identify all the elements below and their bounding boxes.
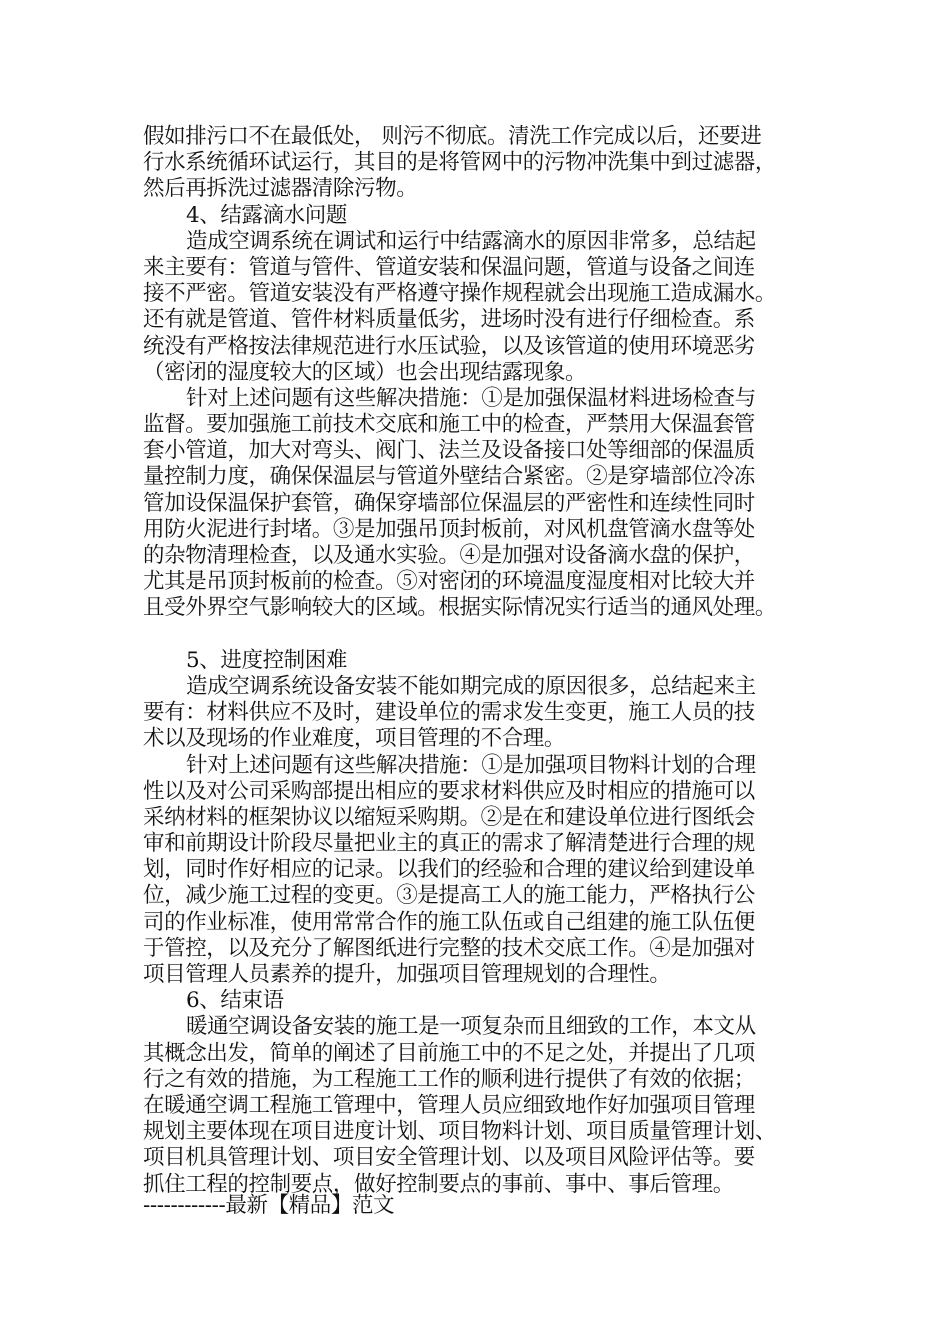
text-line: 规划主要体现在项目进度计划、项目物料计划、项目质量管理计划、 xyxy=(143,1119,777,1145)
text-line: 术以及现场的作业难度，项目管理的不合理。 xyxy=(143,726,566,752)
text-line: 其概念出发，简单的阐述了目前施工中的不足之处，并提出了几项 xyxy=(143,1040,755,1066)
text-line: 套小管道，加大对弯头、阀门、法兰及设备接口处等细部的保温质 xyxy=(143,438,755,464)
text-line: 尤其是吊顶封板前的检查。⑤对密闭的环境温度湿度相对比较大并 xyxy=(143,569,755,595)
text-line: 的杂物清理检查，以及通水实验。④是加强对设备滴水盘的保护， xyxy=(143,543,755,568)
text-line: 行水系统循环试运行，其目的是将管网中的污物冲洗集中到过滤器， xyxy=(143,150,777,176)
text-line: 性以及对公司采购部提出相应的要求材料供应及时相应的措施可以 xyxy=(143,778,755,804)
text-line: 假如排污口不在最低处， 则污不彻底。清洗工作完成以后，还要进 xyxy=(143,124,762,149)
blank-line xyxy=(143,622,808,648)
text-line: 项目管理人员素养的提升，加强项目管理规划的合理性。 xyxy=(143,962,671,987)
text-line: 行之有效的措施，为工程施工工作的顺利进行提供了有效的依据； xyxy=(143,1066,755,1092)
section-heading-6: 6、结束语 xyxy=(186,988,284,1014)
text-line: 位，减少施工过程的变更。③是提高工人的施工能力，严格执行公 xyxy=(143,883,755,909)
text-line: 监督。要加强施工前技术交底和施工中的检查，严禁用大保温套管 xyxy=(143,412,755,438)
text-line: 划，同时作好相应的记录。以我们的经验和合理的建议给到建设单 xyxy=(143,857,755,883)
text-line: 造成空调系统在调试和运行中结露滴水的原因非常多，总结起 xyxy=(186,228,756,254)
text-line: 要有：材料供应不及时，建设单位的需求发生变更，施工人员的技 xyxy=(143,700,755,726)
text-line: 造成空调系统设备安装不能如期完成的原因很多，总结起来主 xyxy=(186,673,756,699)
text-line: 采纳材料的框架协议以缩短采购期。②是在和建设单位进行图纸会 xyxy=(143,804,755,830)
text-line: 统没有严格按法律规范进行水压试验，以及该管道的使用环境恶劣 xyxy=(143,333,755,359)
text-line: 司的作业标准，使用常常合作的施工队伍或自己组建的施工队伍便 xyxy=(143,909,755,935)
text-line: 管加设保温保护套管，确保穿墙部位保温层的严密性和连续性同时 xyxy=(143,490,755,516)
text-line: 量控制力度，确保保温层与管道外壁结合紧密。②是穿墙部位冷冻 xyxy=(143,464,755,490)
document-body xyxy=(143,124,808,1198)
section-heading-4: 4、结露滴水问题 xyxy=(186,202,347,228)
text-line: 于管控，以及充分了解图纸进行完整的技术交底工作。④是加强对 xyxy=(143,935,755,961)
text-line: 项目机具管理计划、项目安全管理计划、以及项目风险评估等。要 xyxy=(143,1145,755,1171)
footer-text: ------------最新【精品】范文 xyxy=(143,1193,395,1218)
text-line: （密闭的湿度较大的区域）也会出现结露现象。 xyxy=(143,359,587,385)
section-heading-5: 5、进度控制困难 xyxy=(186,647,347,673)
text-line: 接不严密。管道安装没有严格遵守操作规程就会出现施工造成漏水。 xyxy=(143,281,777,307)
text-line: 在暖通空调工程施工管理中，管理人员应细致地作好加强项目管理 xyxy=(143,1092,755,1118)
text-line: 来主要有：管道与管件、管道安装和保温问题，管道与设备之间连 xyxy=(143,254,755,280)
text-line: 针对上述问题有这些解决措施：①是加强项目物料计划的合理 xyxy=(186,752,756,778)
text-line: 且受外界空气影响较大的区域。根据实际情况实行适当的通风处理。 xyxy=(143,595,777,621)
text-line: 针对上述问题有这些解决措施：①是加强保温材料进场检查与 xyxy=(186,385,756,411)
text-line: 审和前期设计阶段尽量把业主的真正的需求了解清楚进行合理的规 xyxy=(143,831,755,857)
text-line: 暖通空调设备安装的施工是一项复杂而且细致的工作，本文从 xyxy=(186,1014,756,1040)
text-line: 还有就是管道、管件材料质量低劣，进场时没有进行仔细检查。系 xyxy=(143,307,755,333)
text-line: 用防火泥进行封堵。③是加强吊顶封板前，对风机盘管滴水盘等处 xyxy=(143,516,755,542)
text-line: 然后再拆洗过滤器清除污物。 xyxy=(143,176,418,202)
text-line: 抓住工程的控制要点，做好控制要点的事前、事中、事后管理。 xyxy=(143,1171,734,1197)
